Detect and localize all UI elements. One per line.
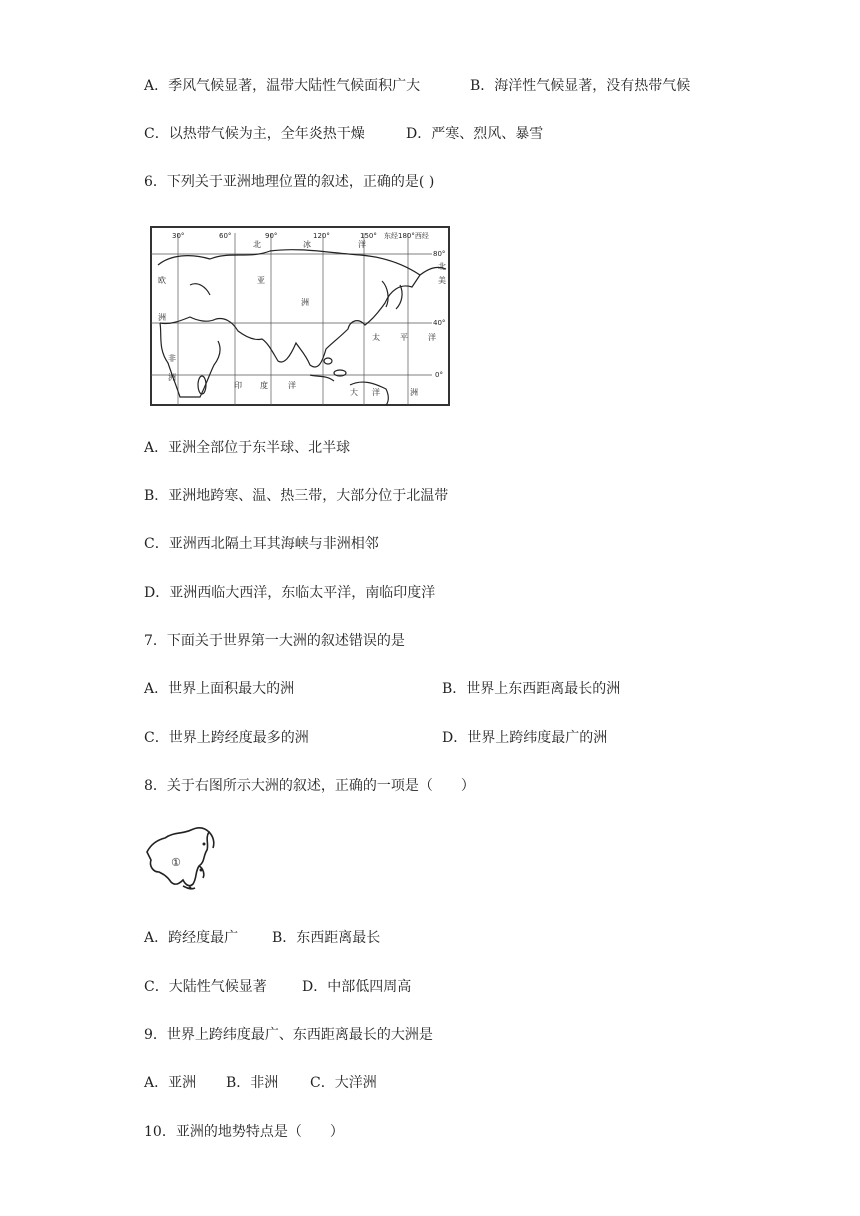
q8-option-b[interactable]: B．东西距离最长 xyxy=(272,930,381,946)
q8-option-a[interactable]: A．跨经度最广 xyxy=(144,930,239,946)
q8-option-d[interactable]: D．中部低四周高 xyxy=(302,979,412,995)
q7-stem: 7．下面关于世界第一大洲的叙述错误的是 xyxy=(144,633,405,649)
lat-label: 80° xyxy=(433,250,446,258)
q6-option-c[interactable]: C．亚洲西北隔土耳其海峡与非洲相邻 xyxy=(144,536,379,552)
pacific-label: 洋 xyxy=(428,333,436,342)
q8-option-c[interactable]: C．大陆性气候显著 xyxy=(144,979,267,995)
q9-stem: 9．世界上跨纬度最广、东西距离最长的大洲是 xyxy=(144,1027,433,1043)
q5-option-c[interactable]: C．以热带气候为主，全年炎热干燥 xyxy=(144,126,365,142)
q7-option-d[interactable]: D．世界上跨纬度最广的洲 xyxy=(442,730,608,746)
q6-option-d[interactable]: D．亚洲西临大西洋，东临太平洋，南临印度洋 xyxy=(144,585,436,601)
q9-option-c[interactable]: C．大洋洲 xyxy=(310,1075,377,1091)
q8-option-row-1 xyxy=(144,928,381,948)
q5-option-d[interactable]: D．严寒、烈风、暴雪 xyxy=(406,126,544,142)
lon-label: 90° xyxy=(265,232,278,240)
lon-header: 东经180°西经 xyxy=(384,232,429,240)
europe-label: 洲 xyxy=(158,313,166,322)
q5-option-row-1 xyxy=(144,76,691,96)
q9-option-b[interactable]: B．非洲 xyxy=(226,1075,279,1091)
q5-option-row-2 xyxy=(144,124,544,144)
indian-label: 洋 xyxy=(288,381,296,390)
arctic-label: 洋 xyxy=(358,240,366,249)
north-america-label: 北 xyxy=(438,262,446,271)
pacific-label: 平 xyxy=(400,333,408,342)
q7-option-a[interactable]: A．世界上面积最大的洲 xyxy=(144,681,295,697)
europe-label: 欧 xyxy=(158,276,166,285)
oceania-label: 大 xyxy=(350,388,358,397)
q7-option-b[interactable]: B．世界上东西距离最长的洲 xyxy=(442,681,621,697)
asia-outline-map xyxy=(143,822,219,892)
q7-option-row-1 xyxy=(144,679,621,699)
q6-option-a[interactable]: A．亚洲全部位于东半球、北半球 xyxy=(144,440,351,456)
q7-option-c[interactable]: C．世界上跨经度最多的洲 xyxy=(144,730,309,746)
asia-location-map xyxy=(150,225,452,408)
lat-label: 40° xyxy=(433,319,446,327)
africa-label: 洲 xyxy=(168,373,176,382)
q5-option-b[interactable]: B．海洋性气候显著，没有热带气候 xyxy=(470,78,691,94)
asia-label: 洲 xyxy=(301,298,309,307)
arctic-label: 北 xyxy=(253,240,261,249)
q5-option-a[interactable]: A．季风气候显著，温带大陆性气候面积广大 xyxy=(144,78,421,94)
lon-label: 60° xyxy=(219,232,232,240)
q8-option-row-2 xyxy=(144,977,412,997)
lon-label: 120° xyxy=(313,232,330,240)
oceania-label: 洲 xyxy=(410,388,418,397)
q10-stem: 10．亚洲的地势特点是（ ） xyxy=(144,1124,344,1140)
q9-option-row xyxy=(144,1073,377,1093)
q7-option-row-2 xyxy=(144,728,608,748)
map-marker-1: ① xyxy=(171,856,181,869)
q6-option-b[interactable]: B．亚洲地跨寒、温、热三带，大部分位于北温带 xyxy=(144,488,449,504)
lon-label: 30° xyxy=(172,232,185,240)
oceania-label: 洋 xyxy=(372,388,380,397)
indian-label: 印 xyxy=(234,381,242,390)
lat-label: 0° xyxy=(435,371,443,379)
indian-label: 度 xyxy=(260,381,268,390)
pacific-label: 太 xyxy=(372,333,380,342)
africa-label: 非 xyxy=(168,354,176,363)
q9-option-a[interactable]: A．亚洲 xyxy=(144,1075,197,1091)
arctic-label: 冰 xyxy=(303,240,311,249)
q6-stem: 6．下列关于亚洲地理位置的叙述，正确的是( ) xyxy=(144,174,435,190)
q8-stem: 8．关于右图所示大洲的叙述，正确的一项是（ ） xyxy=(144,778,475,794)
lon-label: 150° xyxy=(360,232,377,240)
asia-label: 亚 xyxy=(257,276,265,285)
north-america-label: 美 xyxy=(438,276,446,285)
